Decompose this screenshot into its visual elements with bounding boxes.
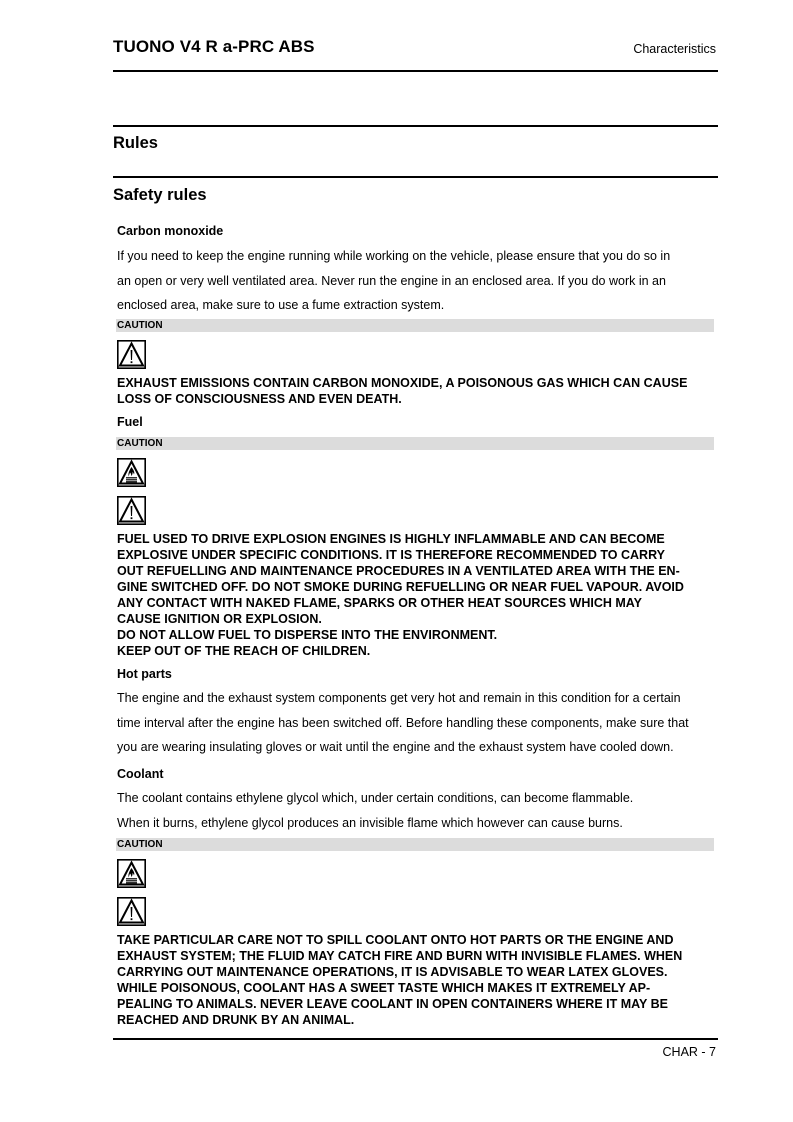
paragraph-line: The engine and the exhaust system components get very hot and remain in this condition for a certain [117,691,681,705]
carbon-monoxide-paragraph [117,244,717,318]
paragraph-line: When it burns, ethylene glycol produces an invisible flame which however can cause burns. [117,815,623,830]
warning-line: REACHED AND DRUNK BY AN ANIMAL. [117,1013,355,1027]
paragraph-line: enclosed area, make sure to use a fume extraction system. [117,298,445,312]
fuel-warning [117,531,719,659]
warning-line: FUEL USED TO DRIVE EXPLOSION ENGINES IS HIGHLY INFLAMMABLE AND CAN BECOME [117,532,665,546]
section-name: Characteristics [633,42,716,56]
paragraph-line: an open or very well ventilated area. Never run the engine in an enclosed area. If you do work in an [117,273,666,288]
caution-label: CAUTION [116,319,714,332]
warning-triangle-icon [117,897,146,926]
warning-line: DO NOT ALLOW FUEL TO DISPERSE INTO THE ENVIRONMENT. [117,628,498,642]
paragraph-line: time interval after the engine has been switched off. Before handling these components, make sure that [117,715,689,730]
footer-divider [113,1038,718,1040]
warning-line: EXHAUST EMISSIONS CONTAIN CARBON MONOXIDE, A POISONOUS GAS WHICH CAN CAUSE [117,376,688,390]
safety-rules-heading: Safety rules [113,186,207,204]
warning-line: EXPLOSIVE UNDER SPECIFIC CONDITIONS. IT IS THEREFORE RECOMMENDED TO CARRY [117,548,665,562]
caution-label: CAUTION [116,437,714,450]
document-title: TUONO V4 R a-PRC ABS [113,37,315,56]
warning-line: PEALING TO ANIMALS. NEVER LEAVE COOLANT IN OPEN CONTAINERS WHERE IT MAY BE [117,997,668,1011]
rules-heading: Rules [113,134,158,152]
hot-parts-paragraph [117,686,717,760]
warning-triangle-icon [117,340,146,369]
fuel-heading: Fuel [117,415,143,429]
coolant-heading: Coolant [117,767,164,781]
hot-parts-heading: Hot parts [117,667,172,681]
warning-line: TAKE PARTICULAR CARE NOT TO SPILL COOLANT ONTO HOT PARTS OR THE ENGINE AND [117,933,674,947]
coolant-paragraph [117,786,717,835]
warning-line: GINE SWITCHED OFF. DO NOT SMOKE DURING REFUELLING OR NEAR FUEL VAPOUR. AVOID [117,580,684,594]
warning-line: ANY CONTACT WITH NAKED FLAME, SPARKS OR OTHER HEAT SOURCES WHICH MAY [117,596,643,610]
flammable-icon [117,458,146,487]
carbon-monoxide-heading: Carbon monoxide [117,224,224,238]
warning-line: LOSS OF CONSCIOUSNESS AND EVEN DEATH. [117,392,402,406]
paragraph-line: If you need to keep the engine running while working on the vehicle, please ensure that you do so in [117,249,671,263]
warning-line: WHILE POISONOUS, COOLANT HAS A SWEET TASTE WHICH MAKES IT EXTREMELY AP- [117,981,651,995]
warning-line: CARRYING OUT MAINTENANCE OPERATIONS, IT IS ADVISABLE TO WEAR LATEX GLOVES. [117,965,668,979]
warning-triangle-icon [117,496,146,525]
header-divider [113,70,718,72]
paragraph-line: you are wearing insulating gloves or wait until the engine and the exhaust system have cooled down. [117,740,674,754]
carbon-monoxide-warning [117,375,719,407]
rules-top-divider [113,125,718,127]
warning-line: EXHAUST SYSTEM; THE FLUID MAY CATCH FIRE AND BURN WITH INVISIBLE FLAMES. WHEN [117,949,683,963]
page-number: CHAR - 7 [662,1045,716,1059]
warning-line: CAUSE IGNITION OR EXPLOSION. [117,612,322,626]
warning-line: OUT REFUELLING AND MAINTENANCE PROCEDURES IN A VENTILATED AREA WITH THE EN- [117,564,680,578]
paragraph-line: The coolant contains ethylene glycol which, under certain conditions, can become flammable. [117,791,634,805]
flammable-icon [117,859,146,888]
coolant-warning [117,932,719,1028]
safety-rules-divider [113,176,718,178]
caution-label: CAUTION [116,838,714,851]
warning-line: KEEP OUT OF THE REACH OF CHILDREN. [117,644,371,658]
